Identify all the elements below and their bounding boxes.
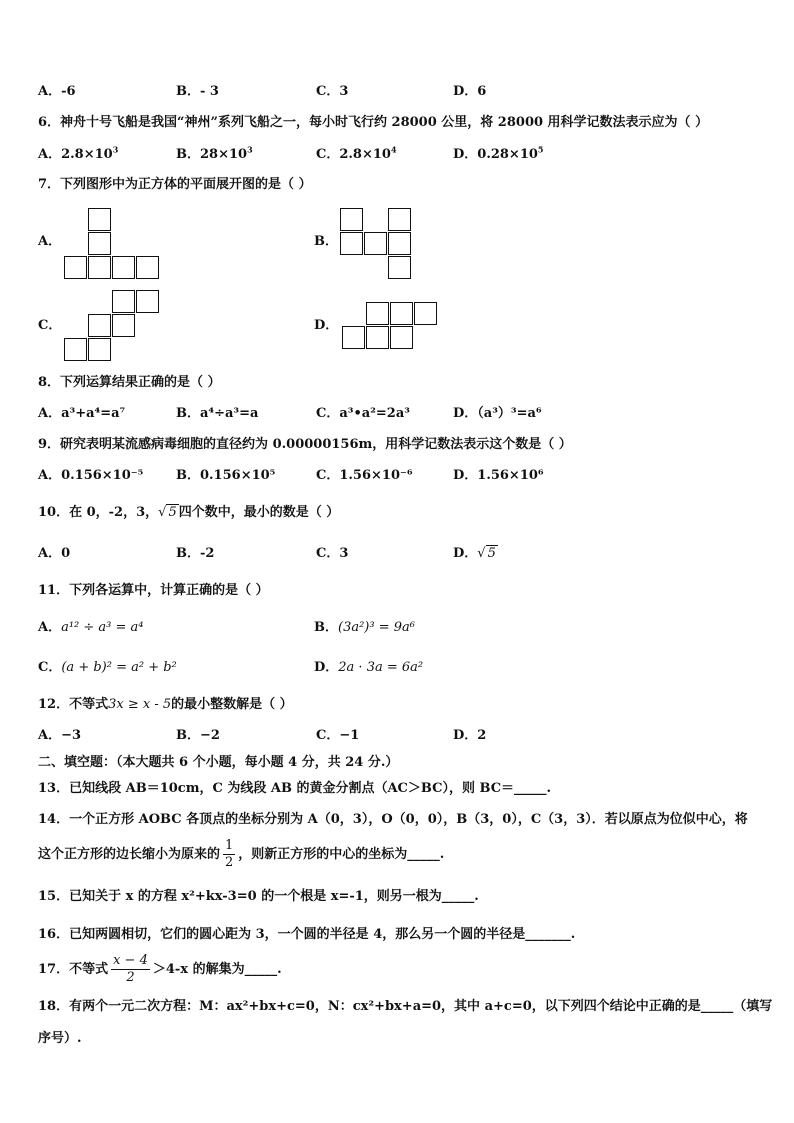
net-cell	[64, 338, 87, 361]
q17-stem: 17．不等式 $\frac{x - 4}{2}$ ＞4-x 的解集为_____.	[38, 953, 282, 985]
q6-stem: 6．神舟十号飞船是我国“神州”系列飞船之一，每小时飞行约 28000 公里，将 28000 用科学记数法表示应为（ ）	[38, 115, 709, 130]
cube-net-b	[340, 208, 416, 280]
fraction: $\frac{1}{2}$	[225, 838, 234, 870]
sqrt-expression: √ 5	[477, 546, 496, 561]
sqrt-expression: √ 5	[158, 505, 177, 520]
q11-option-b: B．(3a²)³ = 9a⁶	[314, 620, 415, 635]
net-cell	[388, 232, 411, 255]
net-cell	[388, 256, 411, 279]
net-cell	[136, 256, 159, 279]
net-cell	[364, 232, 387, 255]
q12-option-d: D．2	[453, 728, 487, 743]
net-cell	[388, 208, 411, 231]
q6-option-b: B．$28\times 10^3$	[176, 144, 253, 162]
net-cell	[342, 326, 365, 349]
q8-stem: 8．下列运算结果正确的是（ ）	[38, 375, 221, 390]
q18-line2: 序号）.	[38, 1031, 82, 1046]
q14-line1: 14．一个正方形 AOBC 各顶点的坐标分别为 A（0，3），O（0，0），B（3，0），C（3，3）．若以原点为位似中心，将	[38, 812, 748, 827]
q10-option-c: C．3	[316, 546, 349, 561]
net-cell	[390, 302, 413, 325]
q6-option-a: A．$2.8\times 10^3$	[38, 144, 119, 162]
q8-option-c: C．a³•a²=2a³	[316, 406, 410, 421]
net-cell	[366, 326, 389, 349]
q9-option-a: A．0.156×10⁻⁵	[38, 468, 144, 483]
q12-option-c: C．−1	[316, 728, 360, 743]
net-cell	[88, 256, 111, 279]
q8-option-b: B．a⁴÷a³=a	[176, 406, 259, 421]
net-cell	[112, 290, 135, 313]
q10-stem: 10．在 0，-2，3，√ 5 四个数中，最小的数是（ ）	[38, 505, 340, 520]
q11-option-d: D．2a · 3a = 6a²	[314, 660, 424, 675]
q7-option-d-label: D．	[314, 318, 339, 333]
q10-option-a: A．0	[38, 546, 71, 561]
cube-net-a	[64, 208, 164, 280]
q9-stem: 9．研究表明某流感病毒细胞的直径约为 0.00000156m，用科学记数法表示这个数是（ ）	[38, 437, 572, 452]
net-cell	[112, 314, 135, 337]
q12-option-a: A．−3	[38, 728, 82, 743]
q12-stem: 12．不等式3x ≥ x - 5的最小整数解是（ ）	[38, 697, 293, 712]
net-cell	[136, 290, 159, 313]
q11-stem: 11．下列各运算中，计算正确的是（ ）	[38, 583, 269, 598]
q14-line2: 这个正方形的边长缩小为原来的 $\frac{1}{2}$ ，则新正方形的中心的坐标为_____.	[38, 838, 445, 870]
net-cell	[390, 326, 413, 349]
q8-option-d: D．（a³）³=a⁶	[453, 406, 542, 421]
net-cell	[340, 232, 363, 255]
q7-option-c-label: C．	[38, 318, 62, 333]
net-cell	[88, 208, 111, 231]
q11-option-a: A．a¹² ÷ a³ = a⁴	[38, 620, 144, 635]
fraction: $\frac{x - 4}{2}$	[113, 953, 148, 985]
q10-option-d: D．√ 5	[453, 546, 496, 561]
cube-net-d	[342, 302, 442, 352]
q15-stem: 15．已知关于 x 的方程 x²+kx-3=0 的一个根是 x=-1，则另一根为_____.	[38, 889, 479, 904]
q5-option-d: D．6	[453, 84, 487, 99]
q7-stem: 7．下列图形中为正方体的平面展开图的是（ ）	[38, 177, 312, 192]
net-cell	[112, 256, 135, 279]
q11-option-c: C．(a + b)² = a² + b²	[38, 660, 177, 675]
q10-option-b: B．-2	[176, 546, 215, 561]
q7-option-a-label: A．	[38, 234, 62, 249]
net-cell	[88, 314, 111, 337]
net-cell	[88, 232, 111, 255]
q5-option-a: A．-6	[38, 84, 76, 99]
q12-option-b: B．−2	[176, 728, 220, 743]
section-heading: 二、填空题：（本大题共 6 个小题，每小题 4 分，共 24 分.）	[38, 755, 399, 770]
cube-net-c	[64, 290, 164, 362]
net-cell	[414, 302, 437, 325]
net-cell	[340, 208, 363, 231]
net-cell	[88, 338, 111, 361]
q5-option-c: C．3	[316, 84, 349, 99]
q6-option-d: D．$0.28\times 10^5$	[453, 144, 544, 162]
net-cell	[64, 256, 87, 279]
net-cell	[366, 302, 389, 325]
q7-option-b-label: B．	[314, 234, 338, 249]
q9-option-b: B．0.156×10⁵	[176, 468, 276, 483]
q6-option-c: C．$2.8\times 10^4$	[316, 144, 397, 162]
q13-stem: 13．已知线段 AB＝10cm，C 为线段 AB 的黄金分割点（AC＞BC），则 BC＝_____.	[38, 781, 552, 796]
q9-option-d: D．1.56×10⁶	[453, 468, 544, 483]
q5-option-b: B．- 3	[176, 84, 219, 99]
q18-line1: 18．有两个一元二次方程：M：ax²+bx+c=0，N：cx²+bx+a=0，其中 a+c=0，以下列四个结论中正确的是_____（填写	[38, 999, 773, 1014]
q16-stem: 16．已知两圆相切，它们的圆心距为 3，一个圆的半径是 4，那么另一个圆的半径是_______.	[38, 927, 576, 942]
q8-option-a: A．a³+a⁴=a⁷	[38, 406, 126, 421]
q9-option-c: C．1.56×10⁻⁶	[316, 468, 413, 483]
